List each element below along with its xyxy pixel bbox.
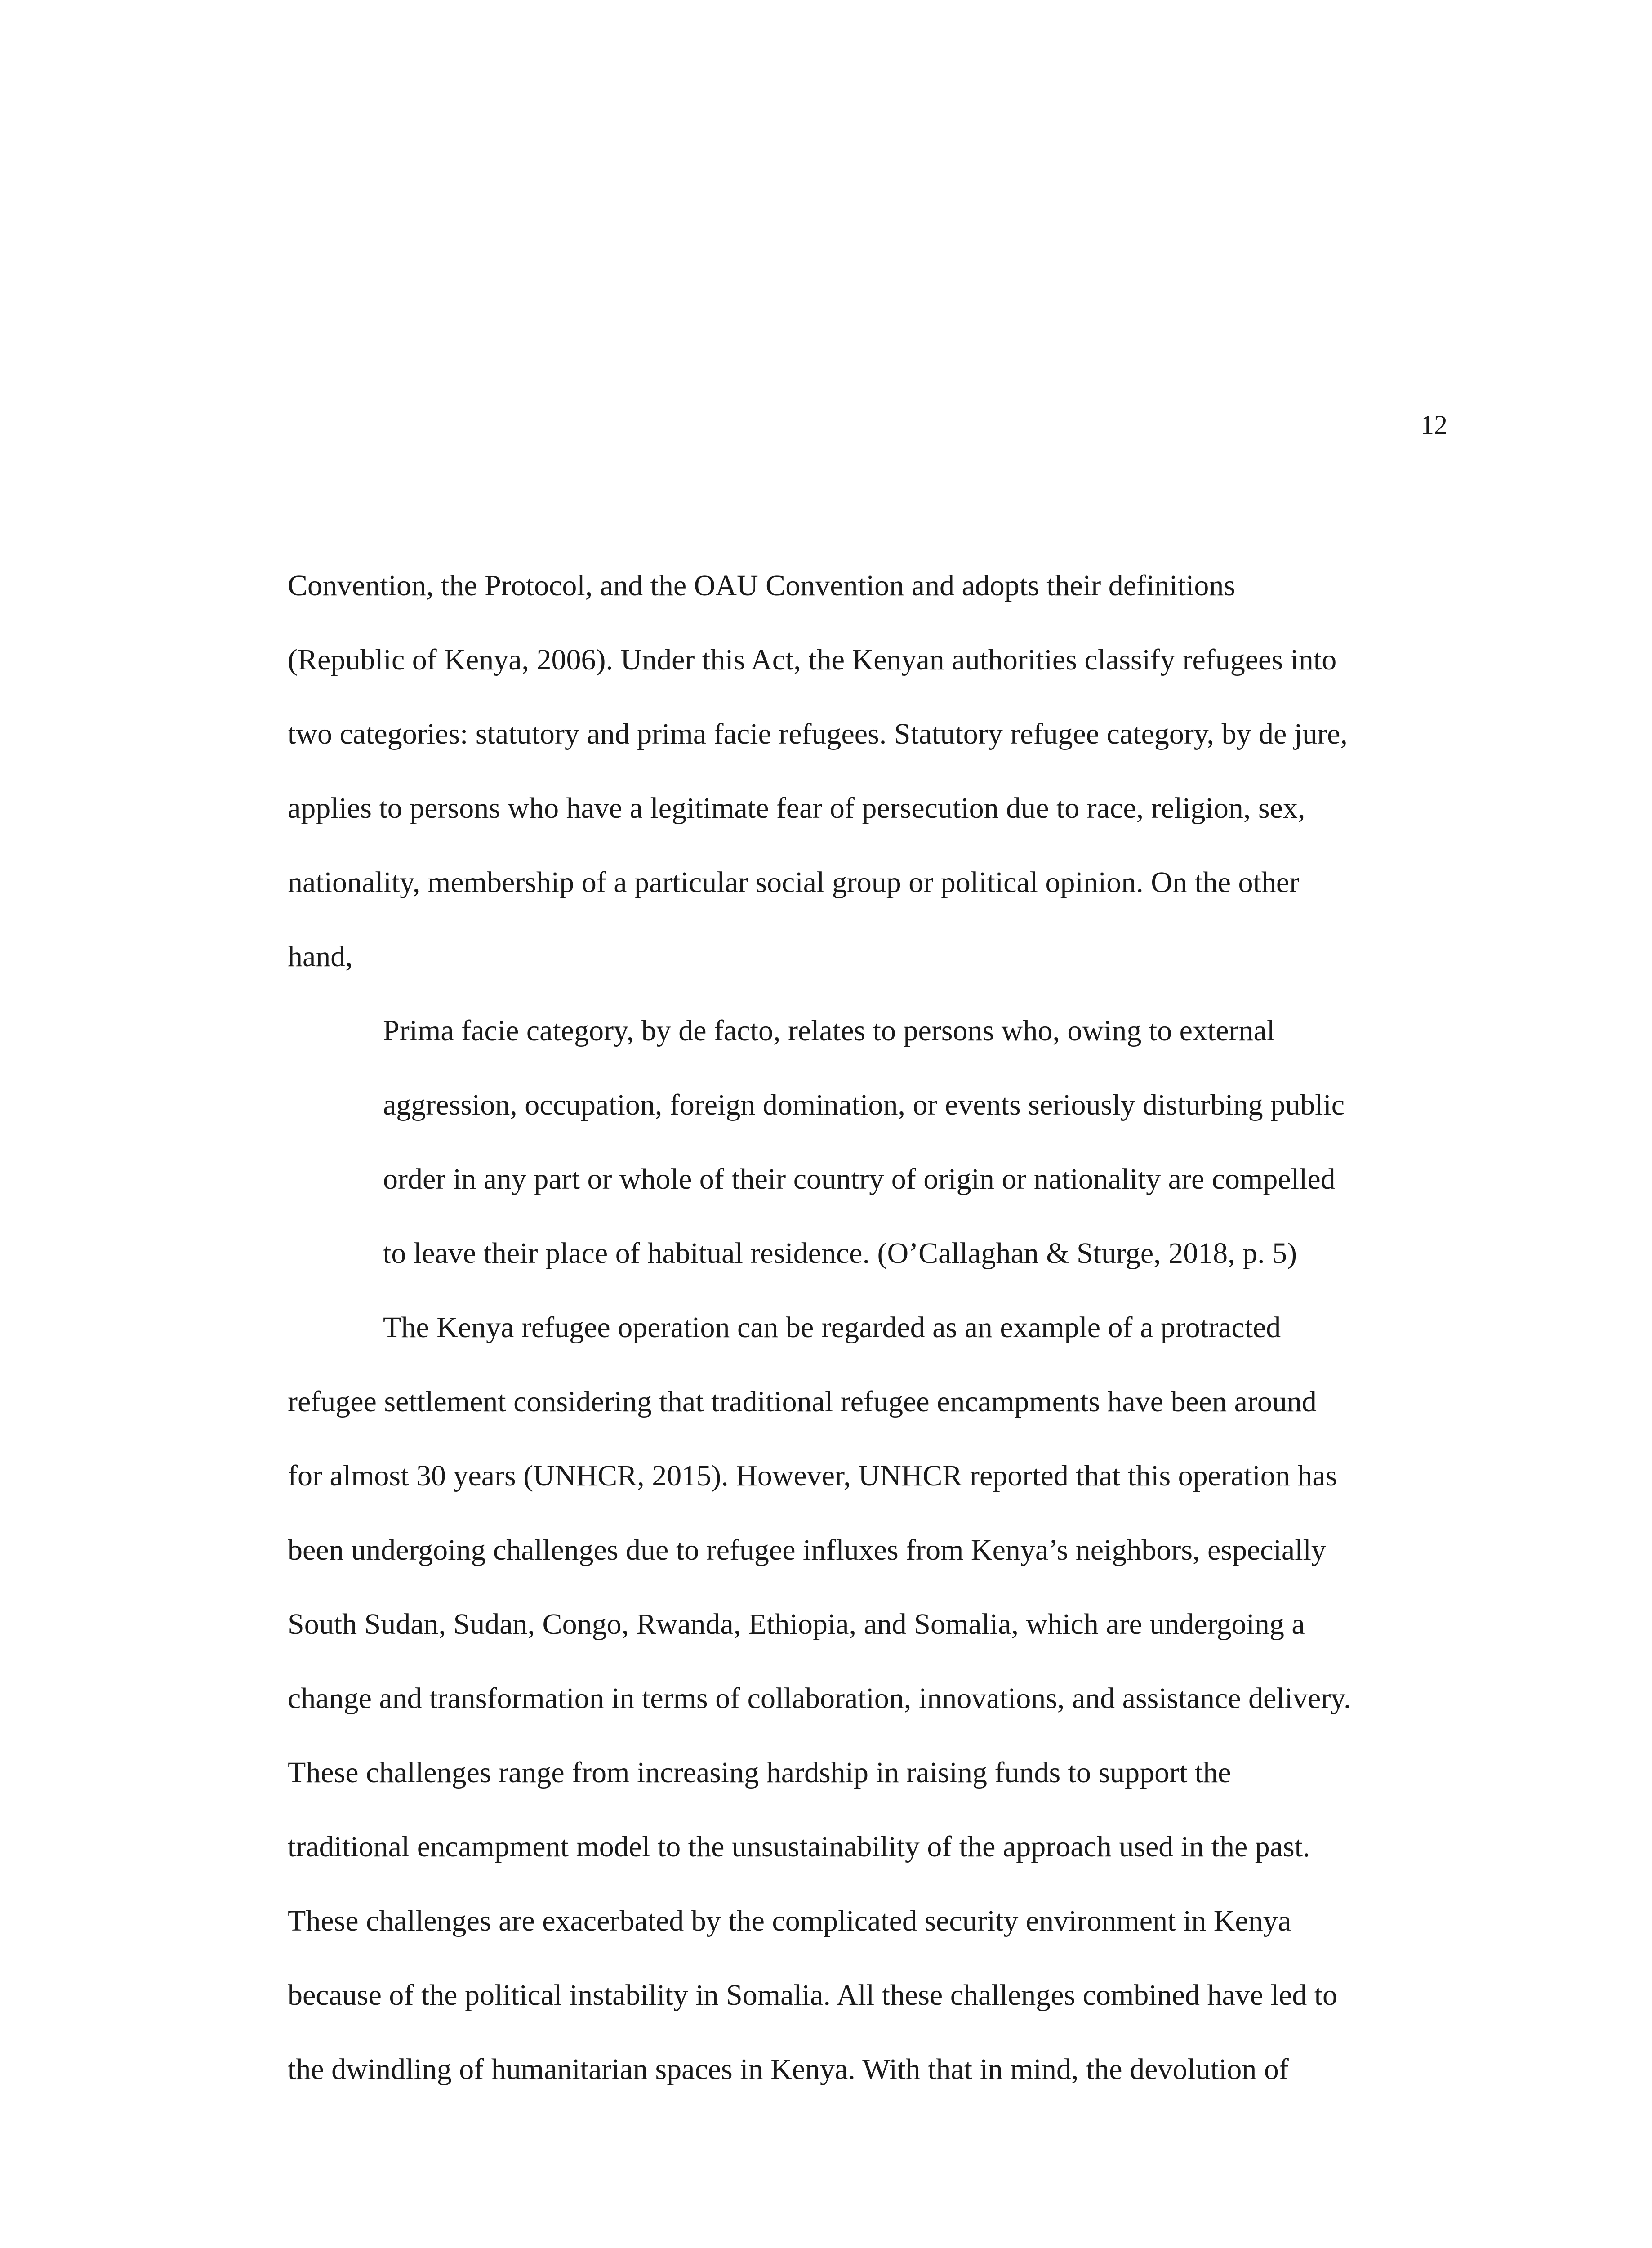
paragraph-1 (288, 549, 1452, 994)
text-line: the dwindling of humanitarian spaces in Kenya. With that in mind, the devolution of (288, 2053, 1289, 2086)
paragraph-2 (288, 1290, 1452, 2106)
text-line: for almost 30 years (UNHCR, 2015). However, UNHCR reported that this operation has (288, 1459, 1337, 1492)
text-line: hand, (288, 940, 353, 973)
block-quote (288, 994, 1452, 1290)
text-line: traditional encampment model to the unsustainability of the approach used in the past. (288, 1830, 1310, 1863)
page-number: 12 (1420, 410, 1447, 440)
text-line: (Republic of Kenya, 2006). Under this Act, the Kenyan authorities classify refugees into (288, 643, 1337, 676)
quote-line: aggression, occupation, foreign domination, or events seriously disturbing public (383, 1088, 1345, 1121)
text-line: refugee settlement considering that traditional refugee encampments have been around (288, 1385, 1317, 1418)
text-line: These challenges are exacerbated by the complicated security environment in Kenya (288, 1905, 1291, 1937)
text-line: because of the political instability in Somalia. All these challenges combined have led to (288, 1979, 1338, 2012)
text-line: These challenges range from increasing hardship in raising funds to support the (288, 1756, 1231, 1789)
text-line: The Kenya refugee operation can be regarded as an example of a protracted (383, 1311, 1281, 1344)
text-line: applies to persons who have a legitimate fear of persecution due to race, religion, sex, (288, 792, 1305, 825)
quote-line: order in any part or whole of their country of origin or nationality are compelled (383, 1163, 1336, 1195)
quote-line: to leave their place of habitual residence. (O’Callaghan & Sturge, 2018, p. 5) (383, 1237, 1297, 1270)
text-line: change and transformation in terms of collaboration, innovations, and assistance delivery. (288, 1682, 1351, 1715)
text-line: nationality, membership of a particular social group or political opinion. On the other (288, 866, 1300, 899)
text-line: two categories: statutory and prima facie refugees. Statutory refugee category, by de jure, (288, 718, 1348, 750)
text-line: Convention, the Protocol, and the OAU Convention and adopts their definitions (288, 569, 1236, 602)
body-text (288, 549, 1452, 2106)
quote-line: Prima facie category, by de facto, relates to persons who, owing to external (383, 1014, 1275, 1047)
text-line: South Sudan, Sudan, Congo, Rwanda, Ethiopia, and Somalia, which are undergoing a (288, 1608, 1305, 1641)
text-line: been undergoing challenges due to refugee influxes from Kenya’s neighbors, especially (288, 1534, 1326, 1566)
